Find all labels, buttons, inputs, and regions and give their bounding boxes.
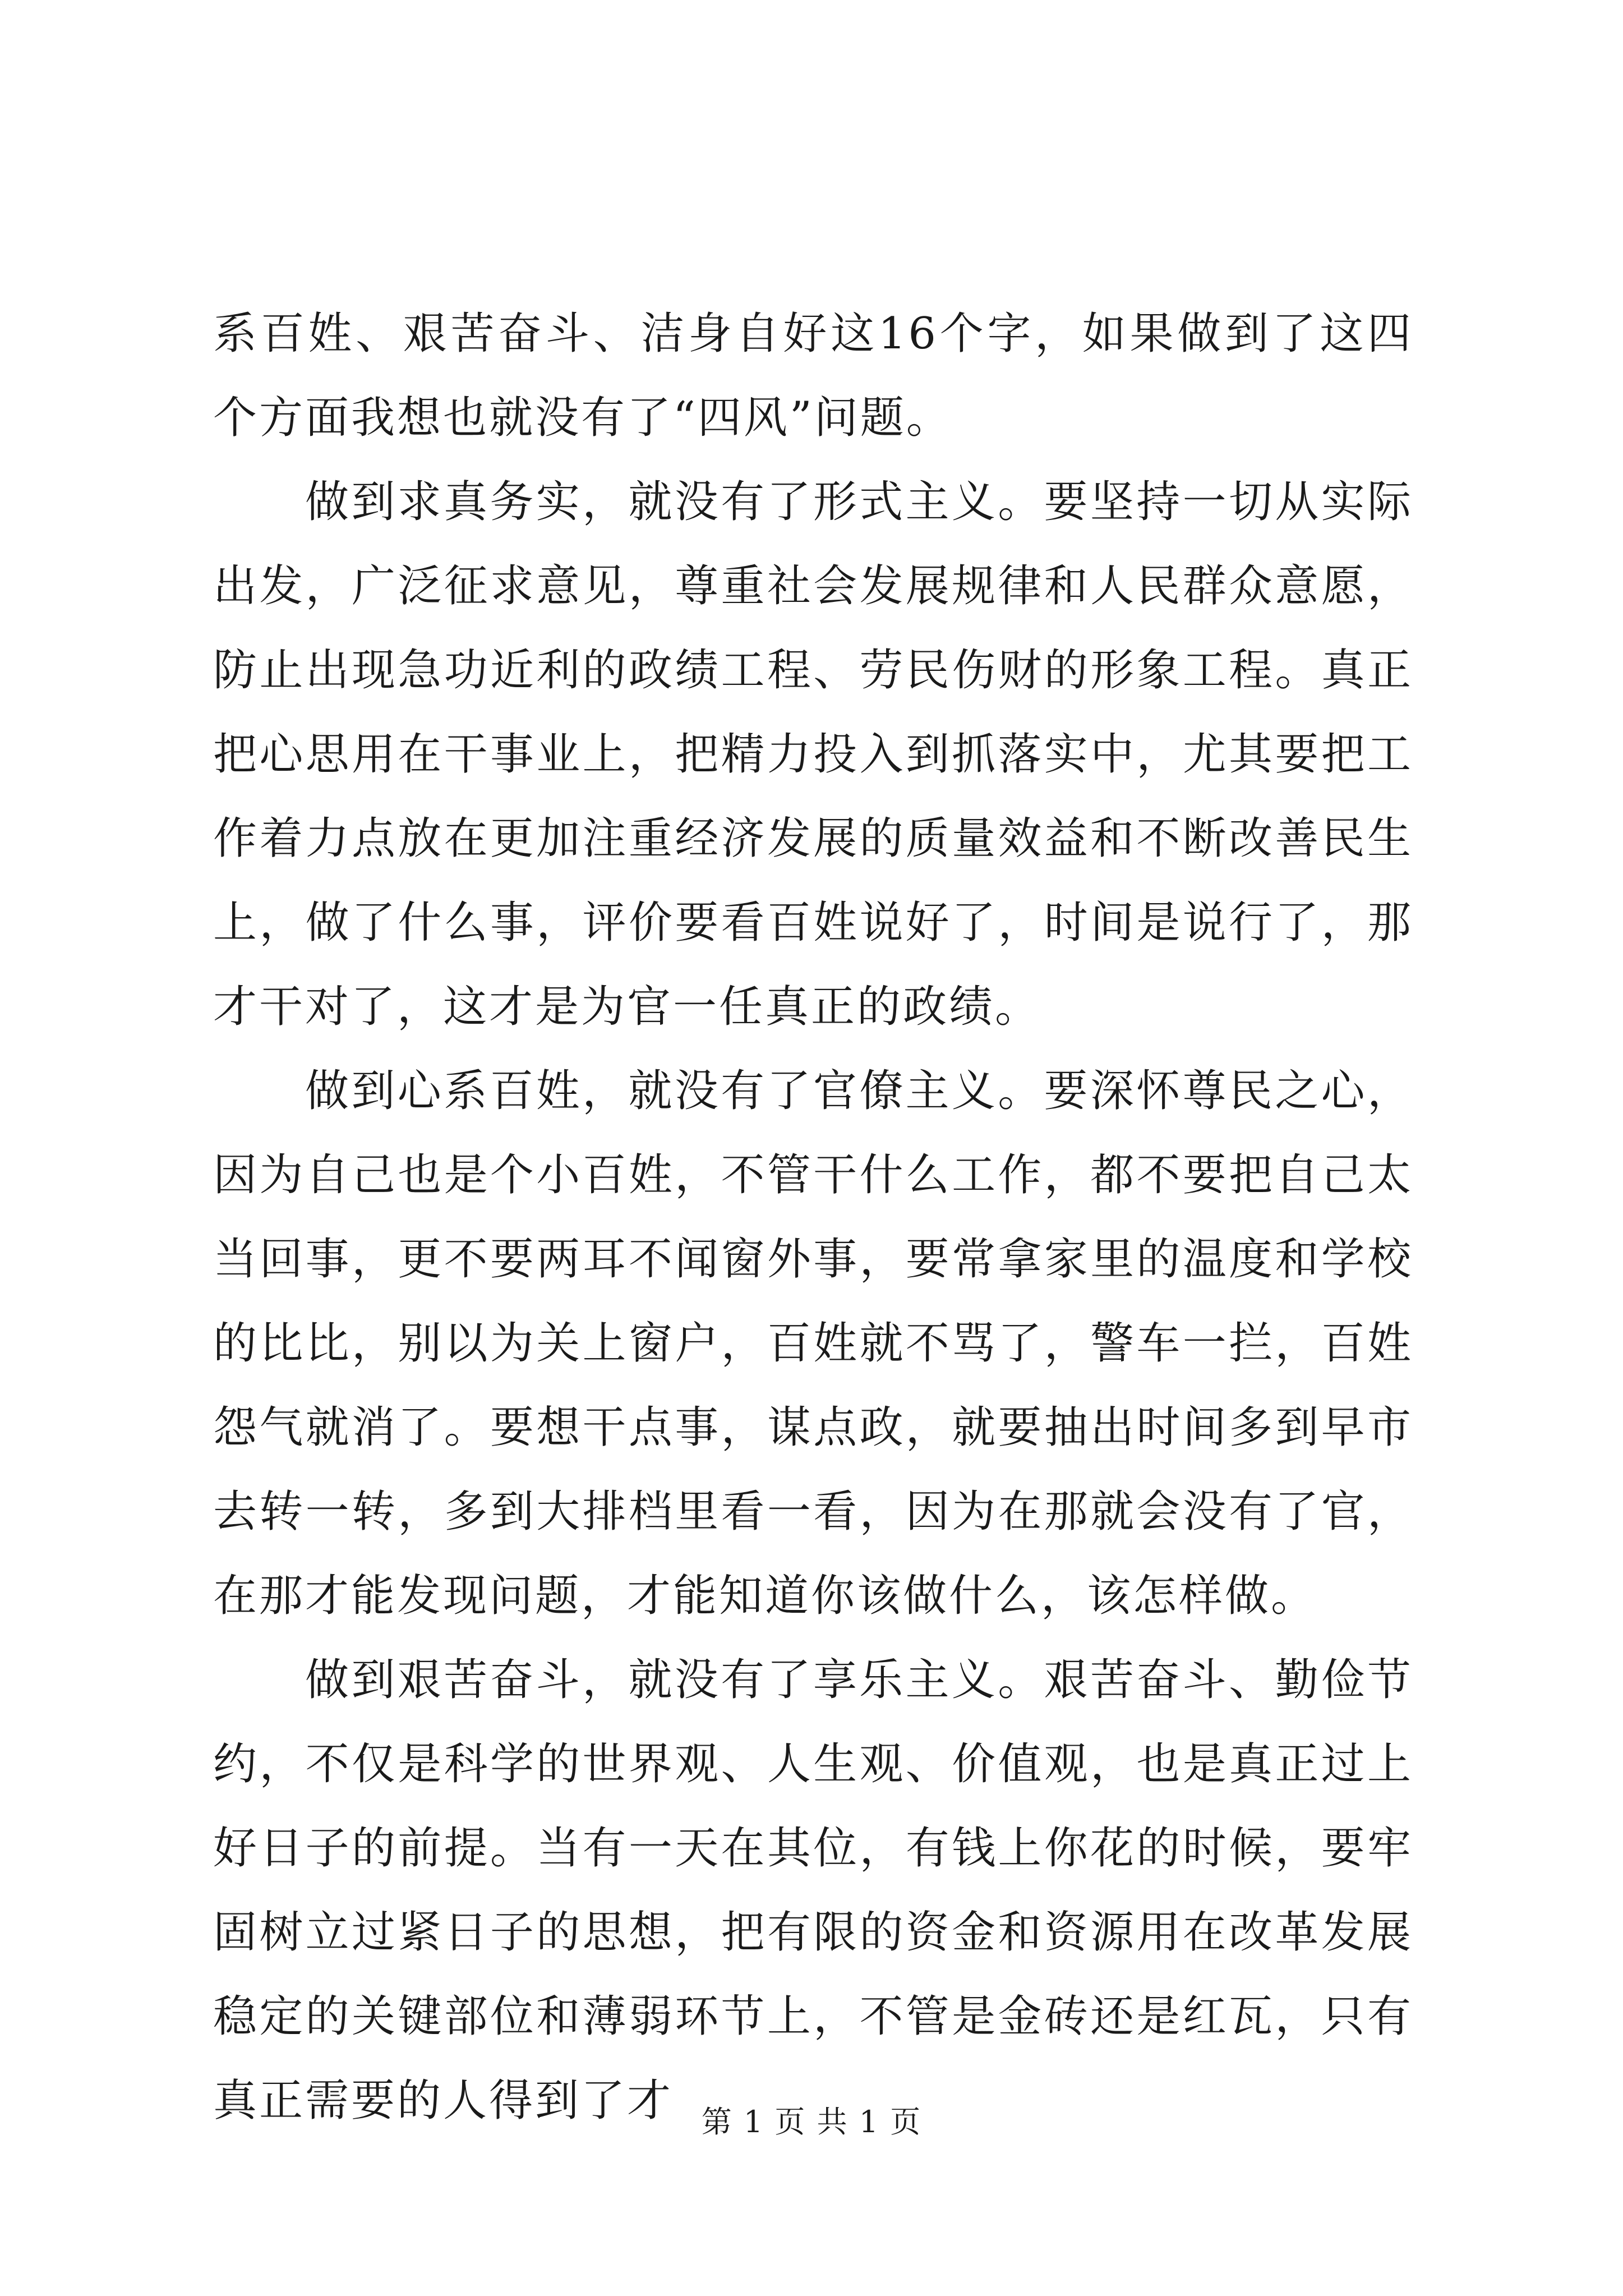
paragraph-3: 做到心系百姓，就没有了官僚主义。要深怀尊民之心，因为自己也是个小百姓，不管干什么工作，都不要把自己太当回事，更不要两耳不闻窗外事，要常拿家里的温度和学校的比比，别以为关上窗户，百姓就不骂了，警车一拦，百姓怨气就消了。要想干点事，谋点政，就要抽出时间多到早市去转一转，多到大排档里看一看，因为在那就会没有了官，在那才能发现问题，才能知道你该做什么，该怎样做。 (213, 1066, 1413, 1621)
paragraph-2: 做到求真务实，就没有了形式主义。要坚持一切从实际出发，广泛征求意见，尊重社会发展规律和人民群众意愿，防止出现急功近利的政绩工程、劳民伤财的形象工程。真正把心思用在干事业上，把精力投入到抓落实中，尤其要把工作着力点放在更加注重经济发展的质量效益和不断改善民生上，做了什么事，评价要看百姓说好了，时间是说行了，那才干对了，这才是为官一任真正的政绩。 (213, 477, 1413, 1032)
paragraph-1: 系百姓、艰苦奋斗、洁身自好这16个字，如果做到了这四个方面我想也就没有了“四风”问题。 (213, 309, 1413, 443)
document-body (213, 292, 1413, 2143)
paragraph-4: 做到艰苦奋斗，就没有了享乐主义。艰苦奋斗、勤俭节约，不仅是科学的世界观、人生观、价值观，也是真正过上好日子的前提。当有一天在其位，有钱上你花的时候，要牢固树立过紧日子的思想，把有限的资金和资源用在改革发展稳定的关键部位和薄弱环节上，不管是金砖还是红瓦，只有真正需要的人得到了才 (213, 1655, 1413, 2126)
page-footer: 第 1 页 共 1 页 (701, 2104, 922, 2139)
